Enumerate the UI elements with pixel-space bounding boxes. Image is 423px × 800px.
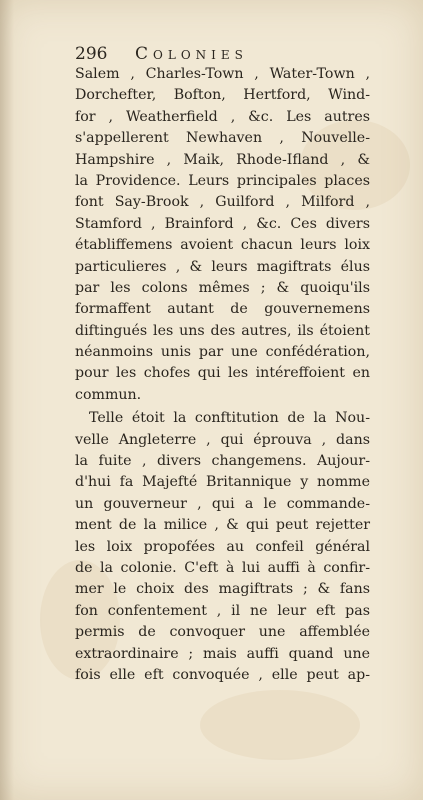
page-header [75, 44, 375, 64]
text-line: for , Weatherfield , &c. Les autres [75, 108, 370, 125]
text-line: les loix propofées au confeil général [75, 538, 370, 555]
text-line: ment de la milice , & qui peut rejetter [75, 517, 370, 534]
text-line: Hampshire , Maik, Rhode-Ifland , & [75, 151, 370, 168]
text-line: velle Angleterre , qui éprouva , dans [75, 431, 370, 448]
text-line: font Say-Brook , Guilford , Milford , [75, 194, 370, 211]
text-line: par les colons mêmes ; & quoiqu'ils [75, 279, 370, 296]
paragraph-1 [75, 64, 370, 406]
body-text [75, 64, 370, 686]
text-line: Dorchefter, Bofton, Hertford, Wind- [75, 87, 370, 104]
text-line: néanmoins unis par une confédération, [75, 344, 370, 361]
text-line: Salem , Charles-Town , Water-Town , [75, 66, 370, 82]
text-line: commun. [75, 386, 142, 403]
text-line: la fuite , divers changemens. Aujour- [75, 453, 370, 470]
text-line: s'appellerent Newhaven , Nouvelle- [75, 130, 370, 147]
text-line: fois elle eft convoquée , elle peut ap- [75, 666, 370, 683]
text-line: formaffent autant de gouvernemens [75, 301, 370, 318]
text-line: permis de convoquer une affemblée [75, 624, 370, 641]
text-line: d'hui fa Majefté Britannique y nomme [75, 474, 370, 491]
text-line: pour les chofes qui les intéreffoient en [75, 365, 370, 382]
text-line: un gouverneur , qui a le commande- [75, 495, 370, 512]
text-line: particulieres , & leurs magiftrats élus [75, 258, 370, 275]
text-line: établiffemens avoient chacun leurs loix [75, 237, 370, 254]
text-line: diftingués les uns des autres, ils étoient [75, 322, 370, 339]
text-line: extraordinaire ; mais auffi quand une [75, 645, 370, 662]
text-line: de la colonie. C'eft à lui auffi à confir- [75, 559, 370, 576]
page-number: 296 [75, 44, 108, 64]
text-line: Telle étoit la conftitution de la Nou- [89, 410, 370, 427]
text-line: la Providence. Leurs principales places [75, 172, 370, 189]
text-line: fon confentement , il ne leur eft pas [75, 602, 370, 619]
paper-stain [200, 690, 360, 760]
paragraph-2 [75, 408, 370, 686]
text-line: Stamford , Brainford , &c. Ces divers [75, 215, 370, 232]
text-line: mer le choix des magiftrats ; & fans [75, 581, 370, 598]
page-gutter-shadow [0, 0, 14, 800]
running-title: Colonies [135, 44, 248, 64]
